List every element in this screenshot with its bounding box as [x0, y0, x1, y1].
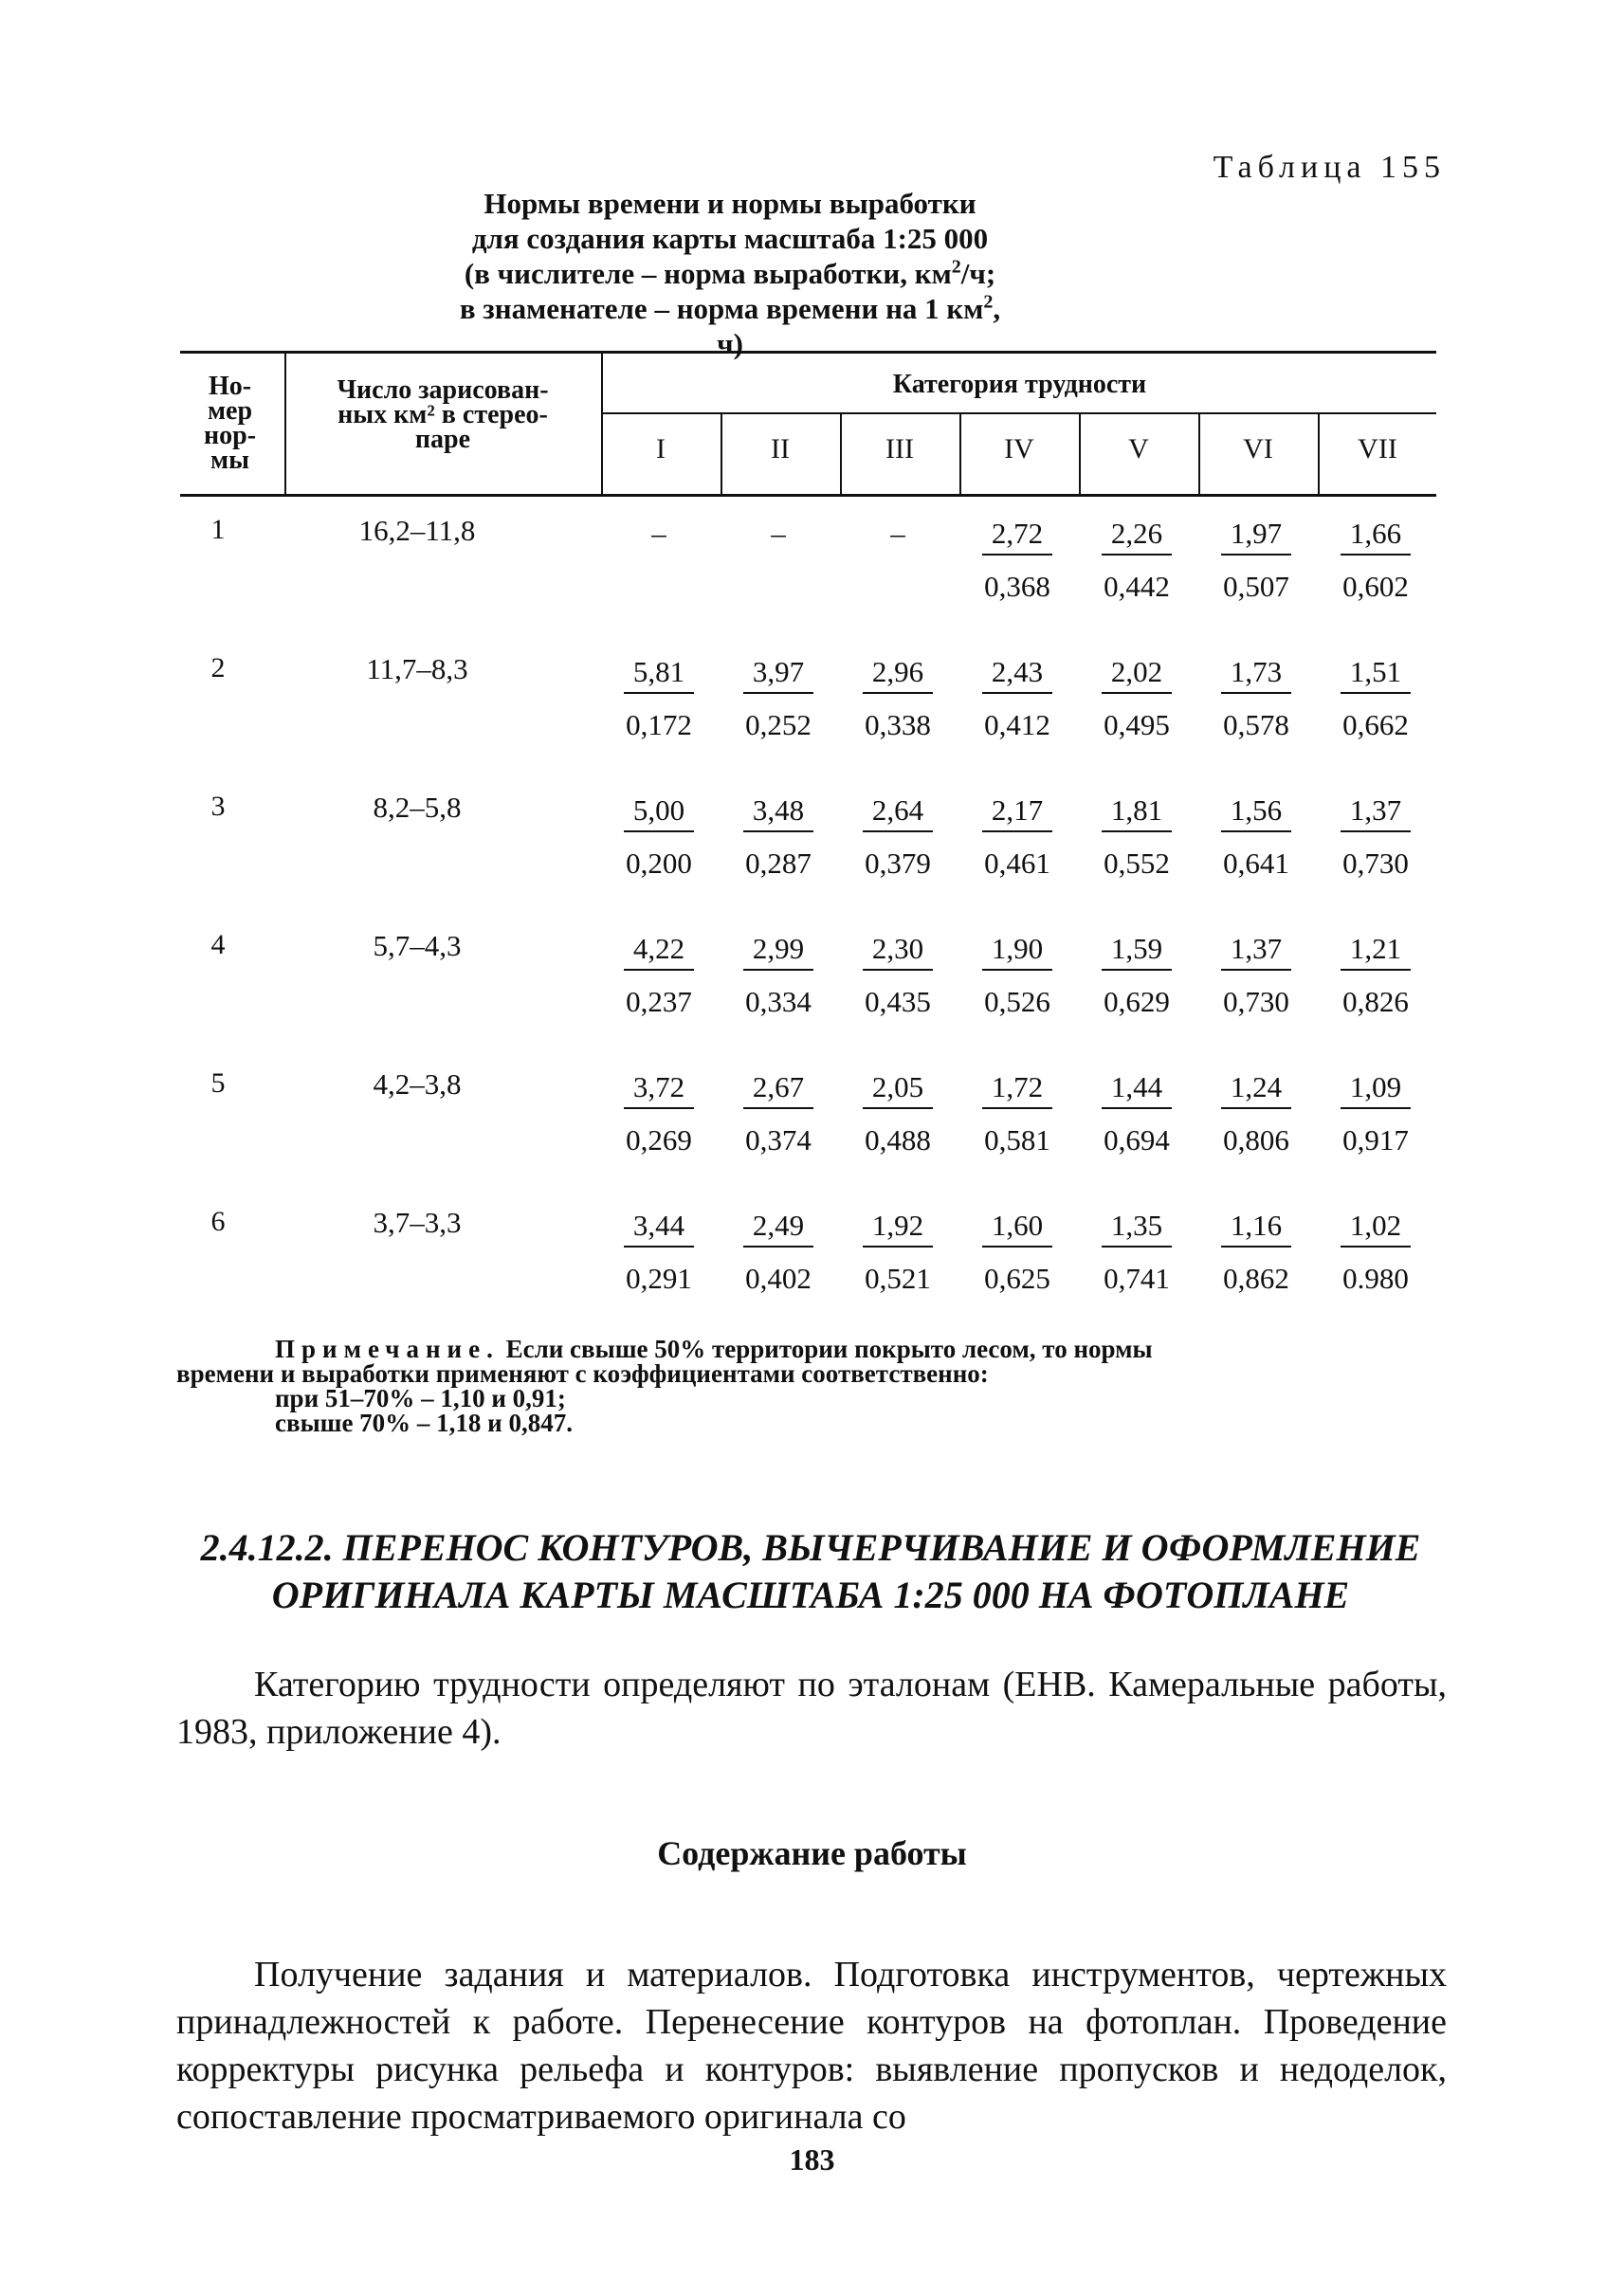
table-note	[176, 1337, 1447, 1435]
output-norm: 2,72	[982, 514, 1052, 556]
time-norm: 0,730	[1223, 985, 1289, 1018]
row-range: 4,2–3,8	[373, 1067, 462, 1101]
norm-cell	[846, 1206, 950, 1299]
time-norm: 0,461	[984, 847, 1050, 880]
time-norm: 0,806	[1223, 1123, 1289, 1157]
table-row	[180, 641, 1436, 779]
output-norm: 2,30	[863, 929, 933, 971]
time-norm: 0,581	[984, 1123, 1050, 1157]
time-norm: 0,402	[745, 1262, 812, 1295]
time-norm: 0,578	[1223, 708, 1289, 741]
time-norm: 0,552	[1104, 847, 1170, 880]
table-row	[180, 1056, 1436, 1194]
caption-line-1: Нормы времени и нормы выработки	[484, 187, 976, 220]
header-norm-number-line: мер	[207, 396, 253, 426]
norm-cell	[1085, 929, 1189, 1022]
output-norm: 2,43	[982, 652, 1052, 694]
norm-cell	[726, 652, 830, 745]
header-category: Категория трудности	[892, 370, 1147, 399]
output-norm: 1,02	[1341, 1206, 1411, 1248]
output-norm: 1,37	[1221, 929, 1291, 971]
time-norm: 0,291	[626, 1262, 692, 1295]
norm-cell	[1323, 1067, 1428, 1160]
output-norm: 1,56	[1221, 791, 1291, 832]
output-norm: 1,90	[982, 929, 1052, 971]
norm-cell	[846, 929, 950, 1022]
table-row	[180, 779, 1436, 918]
table-row	[180, 502, 1436, 641]
norm-cell	[1204, 652, 1308, 745]
output-norm: 2,17	[982, 791, 1052, 832]
norm-cell	[726, 791, 830, 883]
row-range: 16,2–11,8	[358, 514, 476, 547]
output-norm: 2,02	[1102, 652, 1172, 694]
norm-cell	[1085, 1067, 1189, 1160]
output-norm: 1,59	[1102, 929, 1172, 971]
norm-cell	[726, 929, 830, 1022]
norm-cell	[607, 791, 711, 883]
output-norm: 1,97	[1221, 514, 1291, 556]
time-norm: 0,287	[745, 847, 812, 880]
section-title-line-1: 2.4.12.2. ПЕРЕНОС КОНТУРОВ, ВЫЧЕРЧИВАНИЕ И ОФОРМЛЕНИЕ	[200, 1526, 1421, 1569]
output-norm: 2,26	[1102, 514, 1172, 556]
note-line-4: свыше 70% – 1,18 и 0,847.	[275, 1409, 573, 1437]
time-norm: 0,641	[1223, 847, 1289, 880]
output-norm: 1,60	[982, 1206, 1052, 1248]
norm-cell	[965, 1206, 1069, 1299]
output-norm: 1,81	[1102, 791, 1172, 832]
time-norm: 0,826	[1342, 985, 1409, 1018]
category-header: IV	[1004, 433, 1034, 464]
output-norm: 2,96	[863, 652, 933, 694]
caption-line-4-text: в знаменателе – норма времени на 1 км	[459, 292, 984, 325]
paragraph-difficulty-text: Категорию трудности определяют по эталонам (ЕНВ. Камеральные работы, 1983, приложение 4).	[176, 1665, 1447, 1752]
time-norm: 0,862	[1223, 1262, 1289, 1295]
norm-cell	[965, 791, 1069, 883]
table-caption	[446, 186, 1014, 361]
norm-cell	[607, 929, 711, 1022]
output-norm: 1,24	[1221, 1067, 1291, 1109]
output-norm: 2,67	[743, 1067, 813, 1109]
header-norm-number-line: Но-	[208, 372, 252, 401]
row-number: 2	[210, 652, 226, 683]
norm-cell	[846, 514, 950, 565]
time-norm: 0,521	[865, 1262, 931, 1295]
time-norm: 0,435	[865, 985, 931, 1018]
norm-cell	[1204, 791, 1308, 883]
category-header: VI	[1243, 433, 1273, 464]
output-norm: 2,05	[863, 1067, 933, 1109]
time-norm: 0,741	[1104, 1262, 1170, 1295]
header-norm-number-line: мы	[210, 446, 249, 475]
time-norm: 0,379	[865, 847, 931, 880]
output-norm: 1,73	[1221, 652, 1291, 694]
output-norm: –	[890, 517, 905, 550]
header-norm-number	[180, 374, 280, 473]
norm-cell	[726, 1206, 830, 1299]
norm-cell	[846, 1067, 950, 1160]
time-norm: 0,269	[626, 1123, 692, 1157]
time-norm: 0,252	[745, 708, 812, 741]
norm-cell	[1323, 1206, 1428, 1299]
time-norm: 0,412	[984, 708, 1050, 741]
time-norm: 0,730	[1342, 847, 1409, 880]
category-header: I	[656, 433, 666, 464]
norm-cell	[726, 1067, 830, 1160]
category-divider	[840, 412, 842, 494]
row-number: 5	[210, 1067, 226, 1099]
norm-cell	[1323, 514, 1428, 607]
output-norm: 4,22	[624, 929, 694, 971]
row-number: 3	[210, 791, 226, 822]
table-label: Таблица 155	[1213, 150, 1446, 185]
caption-line-2: для создания карты масштаба 1:25 000	[471, 222, 989, 255]
norm-cell	[607, 514, 711, 565]
table-header	[180, 351, 1436, 497]
norm-cell	[965, 1067, 1069, 1160]
norm-cell	[607, 1067, 711, 1160]
time-norm: 0,507	[1223, 570, 1289, 603]
output-norm: 1,37	[1341, 791, 1411, 832]
caption-line-4-end: , ч)	[717, 292, 1001, 360]
caption-line-3	[446, 256, 1014, 291]
norm-cell	[1323, 791, 1428, 883]
output-norm: 1,72	[982, 1067, 1052, 1109]
norm-cell	[1085, 791, 1189, 883]
note-label: Примечание.	[275, 1335, 500, 1363]
norm-cell	[1085, 514, 1189, 607]
output-norm: 3,44	[624, 1206, 694, 1248]
norm-cell	[607, 652, 711, 745]
category-header: III	[885, 433, 914, 464]
category-header: II	[771, 433, 790, 464]
caption-line-3-text: (в числителе – норма выработки, км	[464, 257, 952, 290]
norm-cell	[846, 652, 950, 745]
header-drawn-count	[286, 375, 599, 454]
output-norm: 3,72	[624, 1067, 694, 1109]
caption-line-4-sup: 2	[983, 291, 994, 313]
norm-cell	[607, 1206, 711, 1299]
table-row	[180, 918, 1436, 1056]
note-line-3: при 51–70% – 1,10 и 0,91;	[275, 1384, 566, 1412]
norm-cell	[965, 514, 1069, 607]
time-norm: 0,200	[626, 847, 692, 880]
time-norm: 0,368	[984, 570, 1050, 603]
output-norm: 1,92	[863, 1206, 933, 1248]
output-norm: 1,44	[1102, 1067, 1172, 1109]
row-range: 5,7–4,3	[373, 929, 462, 962]
norm-cell	[1323, 652, 1428, 745]
header-category-line	[601, 412, 1436, 414]
norm-cell	[1204, 514, 1308, 607]
time-norm: 0,526	[984, 985, 1050, 1018]
time-norm: 0,172	[626, 708, 692, 741]
category-divider	[1079, 412, 1081, 494]
row-range: 11,7–8,3	[366, 652, 468, 685]
norm-cell	[1085, 1206, 1189, 1299]
output-norm: 5,00	[624, 791, 694, 832]
section-title-line-2: ОРИГИНАЛА КАРТЫ МАСШТАБА 1:25 000 НА ФОТОПЛАНЕ	[271, 1574, 1350, 1616]
time-norm: 0,629	[1104, 985, 1170, 1018]
time-norm: 0,237	[626, 985, 692, 1018]
row-number: 1	[210, 514, 226, 545]
norm-cell	[1204, 1067, 1308, 1160]
norm-cell	[1204, 1206, 1308, 1299]
time-norm: 0.980	[1342, 1262, 1409, 1295]
category-divider	[721, 412, 722, 494]
category-divider	[1198, 412, 1200, 494]
category-divider	[959, 412, 961, 494]
row-range: 8,2–5,8	[373, 791, 462, 824]
output-norm: –	[771, 517, 786, 550]
norm-cell	[1323, 929, 1428, 1022]
time-norm: 0,662	[1342, 708, 1409, 741]
output-norm: 1,21	[1341, 929, 1411, 971]
note-text-1: Если свыше 50% территории покрыто лесом, то нормы	[505, 1335, 1153, 1363]
output-norm: 2,49	[743, 1206, 813, 1248]
output-norm: 2,99	[743, 929, 813, 971]
category-header: VII	[1358, 433, 1397, 464]
time-norm: 0,488	[865, 1123, 931, 1157]
time-norm: 0,374	[745, 1123, 812, 1157]
note-line-2: времени и выработки применяют с коэффициентами соответственно:	[176, 1359, 989, 1388]
table-body	[180, 497, 1436, 1454]
time-norm: 0,625	[984, 1262, 1050, 1295]
header-drawn-count-line: Число зарисован-	[337, 375, 549, 405]
output-norm: –	[651, 517, 666, 550]
norm-cell	[965, 929, 1069, 1022]
output-norm: 2,64	[863, 791, 933, 832]
output-norm: 1,66	[1341, 514, 1411, 556]
note-line-1	[176, 1337, 1447, 1361]
header-norm-number-line: нор-	[203, 421, 257, 450]
norm-cell	[1204, 929, 1308, 1022]
row-range: 3,7–3,3	[373, 1206, 462, 1239]
time-norm: 0,495	[1104, 708, 1170, 741]
page-number: 183	[789, 2142, 835, 2177]
time-norm: 0,334	[745, 985, 812, 1018]
paragraph-work-content	[176, 1951, 1447, 2140]
norm-cell	[965, 652, 1069, 745]
norms-table	[180, 351, 1436, 1454]
norm-cell	[846, 791, 950, 883]
table-row	[180, 1194, 1436, 1333]
section-title	[190, 1524, 1432, 1619]
header-drawn-count-line: ных км² в стерео-	[338, 400, 548, 429]
sub-heading: Содержание работы	[657, 1834, 967, 1872]
time-norm: 0,442	[1104, 570, 1170, 603]
norm-cell	[726, 514, 830, 565]
output-norm: 3,97	[743, 652, 813, 694]
row-number: 6	[210, 1206, 226, 1237]
time-norm: 0,602	[1342, 570, 1409, 603]
time-norm: 0,917	[1342, 1123, 1409, 1157]
caption-line-3-sup: 2	[951, 256, 961, 278]
row-number: 4	[210, 929, 226, 960]
category-divider	[1318, 412, 1320, 494]
output-norm: 5,81	[624, 652, 694, 694]
paragraph-work-content-text: Получение задания и материалов. Подготовка инструментов, чертежных принадлежностей к работе. Перенесение контуров на фотоплан. Проведение корректуры рисунка рельефа и контуров: выявление пропусков и недоделок, сопоставление просматриваемого оригинала со	[176, 1955, 1447, 2137]
header-drawn-count-line: паре	[414, 425, 471, 454]
time-norm: 0,694	[1104, 1123, 1170, 1157]
caption-line-3-end: /ч;	[960, 257, 996, 290]
output-norm: 1,16	[1221, 1206, 1291, 1248]
paragraph-difficulty	[176, 1661, 1447, 1756]
output-norm: 1,09	[1341, 1067, 1411, 1109]
norm-cell	[1085, 652, 1189, 745]
category-header: V	[1128, 433, 1149, 464]
time-norm: 0,338	[865, 708, 931, 741]
output-norm: 3,48	[743, 791, 813, 832]
output-norm: 1,35	[1102, 1206, 1172, 1248]
output-norm: 1,51	[1341, 652, 1411, 694]
